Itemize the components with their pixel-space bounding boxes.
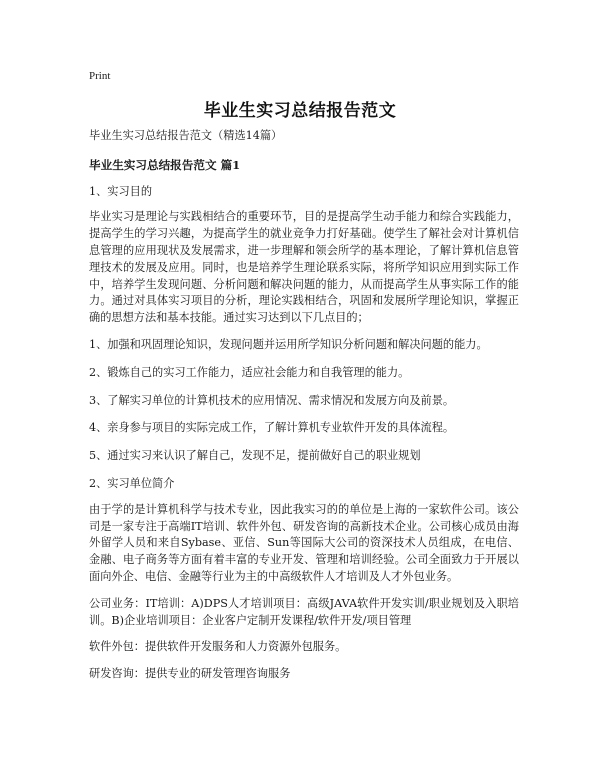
paragraph-internship-purpose: 毕业实习是理论与实践相结合的重要环节，目的是提高学生动手能力和综合实践能力，提高学生的学习兴趣，为提高学生的就业竞争力打好基础。使学生了解社会对计算机信息管理的应用现状及发展需求，进一步理解和领会所学的基本理论，了解计算机信息管理技术的发展及应用。同时，也是培养学生理论联系实际，将所学知识应用到实际工作中，培养学生发现问题、分析问题和解决问题的能力，从而提高学生从事实际工作的能力。通过对具体实习项目的分析，理论实践相结合，巩固和发展所学理论知识，掌握正确的思想方法和基本技能。通过实习达到以下几点目的； xyxy=(89,210,519,325)
page-title: 毕业生实习总结报告范文 xyxy=(203,101,397,121)
paragraph-business: 公司业务：IT培训：A)DPS人才培训项目：高级JAVA软件开发实训/职业规划及入职培训。B)企业培训项目：企业客户定制开发课程/软件开发/项目管理 xyxy=(89,596,519,627)
document-body xyxy=(89,128,519,693)
paragraph-company-intro: 由于学的是计算机科学与技术专业，因此我实习的的单位是上海的一家软件公司。该公司是一家专注于高端IT培训、软件外包、研发咨询的高新技术企业。公司核心成员由海外留学人员和来自Sybase、亚信、Sun等国际大公司的资深技术人员组成，在电信、金融、电子商务等方面有着丰富的专业开发、管理和培训经验。公司全面致力于开展以面向外企、电信、金融等行业为主的中高级软件人才培训及人才外包业务。 xyxy=(89,502,519,583)
heading-internship-purpose: 1、实习目的 xyxy=(89,184,153,198)
goal-item: 4、亲身参与项目的实际完成工作，了解计算机专业软件开发的具体流程。 xyxy=(89,421,455,435)
print-link[interactable]: Print xyxy=(89,70,111,82)
paragraph-consulting: 研发咨询：提供专业的研发管理咨询服务 xyxy=(89,667,291,681)
goal-item: 2、锻炼自己的实习工作能力，适应社会能力和自我管理的能力。 xyxy=(89,365,410,379)
goal-item: 3、了解实习单位的计算机技术的应用情况、需求情况和发展方向及前景。 xyxy=(89,393,455,407)
goal-item: 5、通过实习来认识了解自己，发现不足，提前做好自己的职业规划 xyxy=(89,449,421,463)
goal-item: 1、加强和巩固理论知识，发现问题并运用所学知识分析问题和解决问题的能力。 xyxy=(89,337,488,351)
document-subtitle: 毕业生实习总结报告范文（精选14篇） xyxy=(89,129,283,142)
paragraph-outsourcing: 软件外包：提供软件开发服务和人力资源外包服务。 xyxy=(89,640,347,654)
section-heading: 毕业生实习总结报告范文 篇1 xyxy=(89,157,241,172)
heading-company-intro: 2、实习单位简介 xyxy=(89,476,175,490)
